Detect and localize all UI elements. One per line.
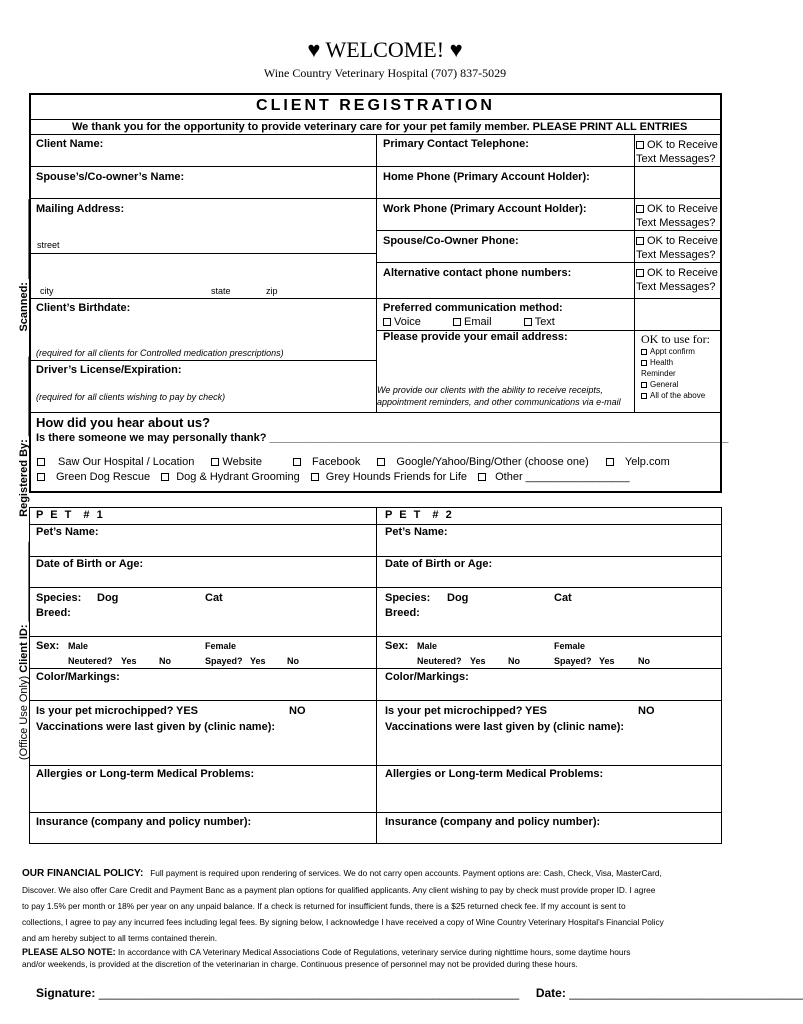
checkbox-icon[interactable] — [311, 473, 319, 481]
pet-1-dog-label: Dog — [97, 592, 119, 604]
pet-2-name-label: Pet’s Name: — [385, 526, 448, 538]
pet-1-spayed-label: Spayed? — [205, 656, 243, 666]
hear-options-row2: Green Dog Rescue Dog & Hydrant Grooming Grey Hounds Friends for Life Other _________________ — [37, 471, 630, 483]
ok-use-title: OK to use for: — [641, 332, 710, 346]
street-label: street — [37, 240, 60, 250]
pet-2-vaccinations-label: Vaccinations were last given by (clinic name): — [385, 721, 625, 733]
ok-text-primary: OK to Receive Text Messages? — [636, 139, 718, 165]
pet-2-dob-label: Date of Birth or Age: — [385, 558, 493, 570]
signature-field[interactable]: _______________________________________________________________ — [98, 986, 520, 1000]
pref-method-label: Preferred communication method: — [383, 302, 563, 314]
pet-1-vaccinations-label: Vaccinations were last given by (clinic name): — [36, 721, 276, 733]
pet-1-microchip-yes: YES — [176, 705, 199, 717]
ok-text-work: OK to Receive Text Messages? — [636, 203, 718, 229]
pet-2-title: P E T # 2 — [385, 509, 454, 521]
email-prompt-label: Please provide your email address: — [383, 331, 568, 343]
financial-policy: OUR FINANCIAL POLICY: Full payment is required upon rendering of services. We do not carry open accounts. Payment options are: Cash, Check, Visa, MasterCard, Discover. We also offer Care Credit and Payment Banc as a payment plan options for qualified applicants. Any client wishing to pay by check must provide proper ID. I agree to pay 1.5% per month or 18% per year on any unpaid balance. If a check is returned for insufficient funds, there is a $25 returned check fee. If my account is sent to collections, I agree to pay any incurred fees including legal fees. By signing below, I acknowledge I have received a copy of Wine Country Veterinary Hospital’s Financial Policy and am hereby subject to all terms contained therein. — [22, 868, 664, 943]
pet-2-species-label: Species: — [385, 592, 431, 604]
thank-line: Is there someone we may personally thank? ___________________________________________________________________________ — [36, 432, 729, 444]
intro-text: We thank you for the opportunity to provide veterinary care for your pet family member. PLEASE PRINT ALL ENTRIES — [72, 121, 688, 133]
pet-2-insurance-label: Insurance (company and policy number): — [385, 816, 601, 828]
pet-1-microchip-label: Is your pet microchipped? — [36, 705, 174, 717]
checkbox-icon[interactable] — [453, 318, 461, 326]
pet-2-spayed-no: No — [638, 656, 650, 666]
pet-2-neutered-yes: Yes — [470, 656, 486, 666]
signature-row: Signature: _______________________________________________________________ Date: ___________________________________ — [36, 986, 803, 1000]
checkbox-icon[interactable] — [383, 318, 391, 326]
mailing-address-label: Mailing Address: — [36, 203, 125, 215]
pet-1-insurance-label: Insurance (company and policy number): — [36, 816, 252, 828]
pet-1-neutered-yes: Yes — [121, 656, 137, 666]
checkbox-icon[interactable] — [478, 473, 486, 481]
checkbox-icon[interactable] — [636, 237, 644, 245]
pet-1-dob-label: Date of Birth or Age: — [36, 558, 144, 570]
license-note: (required for all clients wishing to pay by check) — [36, 392, 226, 402]
pet-2-spayed-label: Spayed? — [554, 656, 592, 666]
ok-text-alt: OK to Receive Text Messages? — [636, 267, 718, 293]
pet-1-microchip-no: NO — [289, 705, 306, 717]
pet-2-dog-label: Dog — [447, 592, 469, 604]
pet-1-spayed-no: No — [287, 656, 299, 666]
ok-text-spouse: OK to Receive Text Messages? — [636, 235, 718, 261]
pet-2-microchip-label: Is your pet microchipped? — [385, 705, 523, 717]
birthdate-label: Client’s Birthdate: — [36, 302, 131, 314]
pet-2-microchip-yes: YES — [525, 705, 548, 717]
pet-1-breed-label: Breed: — [36, 607, 71, 619]
heart-icon: ♥ — [449, 37, 463, 62]
checkbox-icon[interactable] — [641, 360, 647, 366]
checkbox-icon[interactable] — [641, 382, 647, 388]
pet-2-allergies-label: Allergies or Long-term Medical Problems: — [385, 768, 604, 780]
state-label: state — [211, 286, 231, 296]
pet-2-female-label: Female — [554, 641, 586, 651]
pet-2-microchip-no: NO — [638, 705, 655, 717]
hospital-line: Wine Country Veterinary Hospital (707) 837-5029 — [263, 66, 507, 80]
client-name-label: Client Name: — [36, 138, 104, 150]
welcome-heading: ♥ WELCOME! ♥ — [307, 37, 463, 62]
checkbox-icon[interactable] — [293, 458, 301, 466]
pet-2-cat-label: Cat — [554, 592, 572, 604]
heart-icon: ♥ — [307, 37, 321, 62]
date-field[interactable]: ___________________________________ — [569, 986, 803, 1000]
checkbox-icon[interactable] — [641, 349, 647, 355]
city-label: city — [40, 286, 54, 296]
pet-1-name-label: Pet’s Name: — [36, 526, 99, 538]
pet-1-species-label: Species: — [36, 592, 82, 604]
pet-1-color-label: Color/Markings: — [36, 671, 120, 683]
zip-label: zip — [266, 286, 278, 296]
pet-2-spayed-yes: Yes — [599, 656, 615, 666]
pet-2-sex-label: Sex: — [385, 640, 409, 652]
hear-title: How did you hear about us? — [36, 415, 211, 430]
pref-method-options: Voice Email Text — [383, 316, 555, 328]
checkbox-icon[interactable] — [37, 458, 45, 466]
pet-2-neutered-label: Neutered? — [417, 656, 462, 666]
checkbox-icon[interactable] — [636, 269, 644, 277]
pet-1-sex-label: Sex: — [36, 640, 60, 652]
alt-phone-label: Alternative contact phone numbers: — [383, 267, 572, 279]
primary-phone-label: Primary Contact Telephone: — [383, 138, 529, 150]
pet-1-cat-label: Cat — [205, 592, 223, 604]
pet-1-neutered-label: Neutered? — [68, 656, 113, 666]
pet-2-neutered-no: No — [508, 656, 520, 666]
work-phone-label: Work Phone (Primary Account Holder): — [383, 203, 587, 215]
ok-use-options: Appt confirm Health Reminder General All of the above — [641, 347, 706, 400]
checkbox-icon[interactable] — [377, 458, 385, 466]
pet-1-male-label: Male — [68, 641, 89, 651]
pet-2-male-label: Male — [417, 641, 438, 651]
home-phone-label: Home Phone (Primary Account Holder): — [383, 171, 590, 183]
checkbox-icon[interactable] — [161, 473, 169, 481]
pet-1-female-label: Female — [205, 641, 237, 651]
checkbox-icon[interactable] — [524, 318, 532, 326]
checkbox-icon[interactable] — [636, 141, 644, 149]
client-registration-title: CLIENT REGISTRATION — [256, 97, 495, 114]
checkbox-icon[interactable] — [636, 205, 644, 213]
birthdate-note: (required for all clients for Controlled medication prescriptions) — [36, 348, 284, 358]
pet-1-title: P E T # 1 — [36, 509, 105, 521]
checkbox-icon[interactable] — [606, 458, 614, 466]
hear-options-row1: Saw Our Hospital / Location Website Facebook Google/Yahoo/Bing/Other (choose one) Yelp.com — [37, 456, 670, 468]
spouse-name-label: Spouse’s/Co-owner’s Name: — [36, 171, 185, 183]
pet-1-neutered-no: No — [159, 656, 171, 666]
license-label: Driver’s License/Expiration: — [36, 364, 182, 376]
pet-2-breed-label: Breed: — [385, 607, 420, 619]
also-note: PLEASE ALSO NOTE: In accordance with CA Veterinary Medical Associations Code of Regulations, veterinary service during nighttime hours, some daytime hours and/or weekends, is provided at the discretion of the veterinarian in charge. Continuous presence of personnel may not be provided during these hours. — [22, 947, 631, 969]
pet-1-spayed-yes: Yes — [250, 656, 266, 666]
checkbox-icon[interactable] — [211, 458, 219, 466]
pet-1-allergies-label: Allergies or Long-term Medical Problems: — [36, 768, 255, 780]
email-note: We provide our clients with the ability to receive receipts, appointment reminders, and other communications via e-mail — [377, 385, 621, 407]
checkbox-icon[interactable] — [641, 393, 647, 399]
checkbox-icon[interactable] — [37, 473, 45, 481]
spouse-phone-label: Spouse/Co-Owner Phone: — [383, 235, 519, 247]
pet-2-color-label: Color/Markings: — [385, 671, 469, 683]
